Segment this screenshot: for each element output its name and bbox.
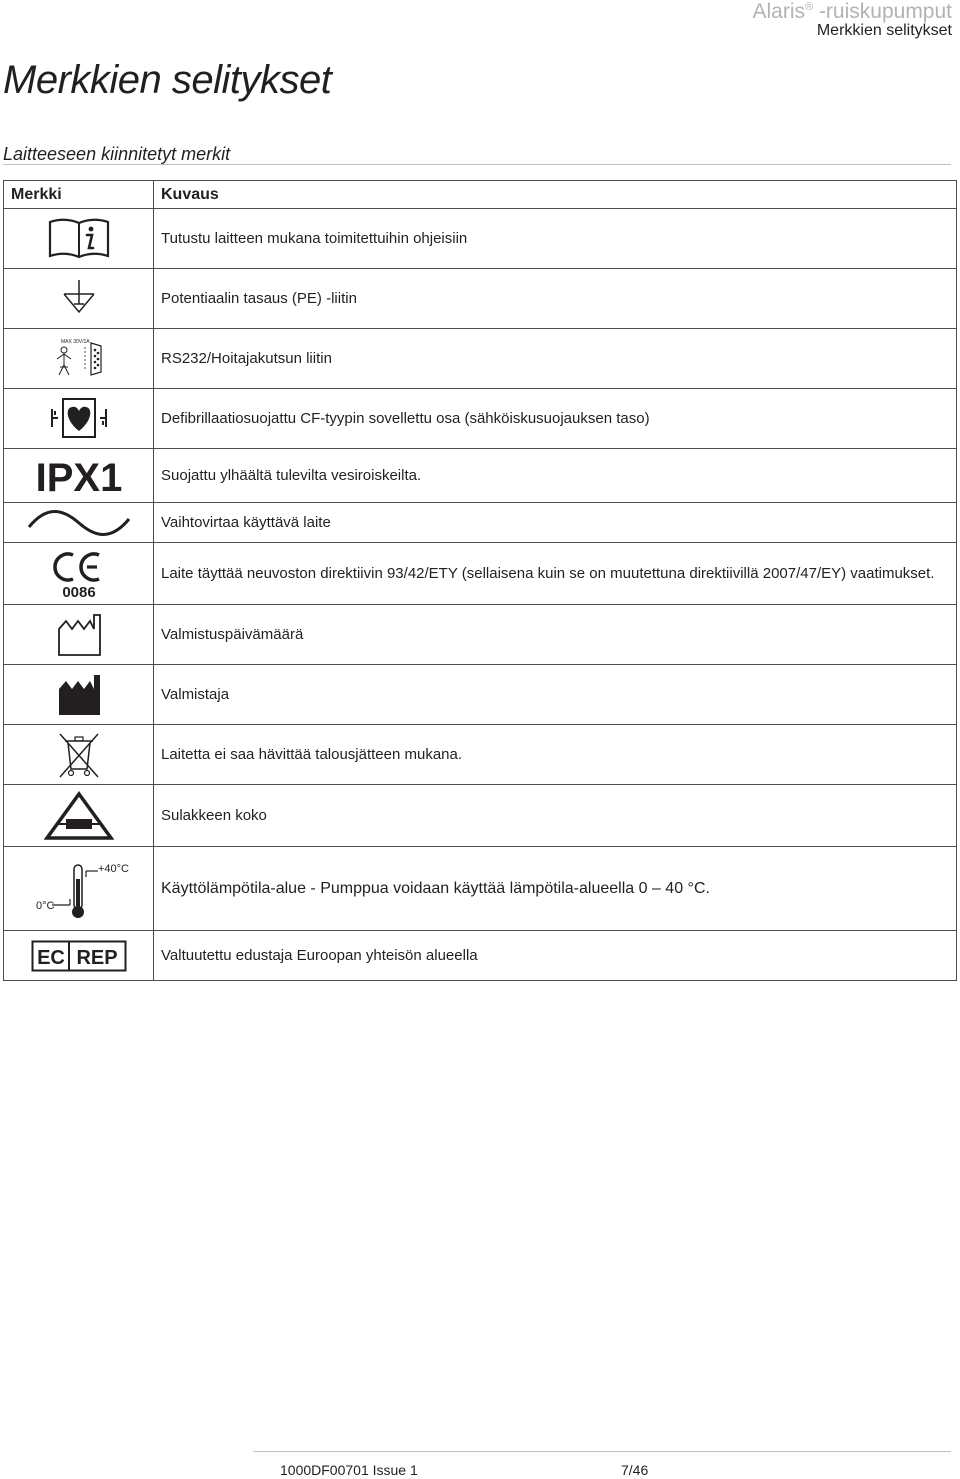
temperature-limit-icon: [14, 857, 144, 921]
symbol-legend-table: [3, 180, 957, 981]
description-cell: Tutustu laitteen mukana toimitettuihin ohjeisiin: [154, 209, 957, 269]
table-row: [4, 449, 957, 503]
table-row: [4, 605, 957, 665]
footer-document-id: 1000DF00701 Issue 1: [280, 1462, 418, 1478]
symbol-cell: [4, 785, 154, 847]
weee-bin-icon: [57, 731, 101, 779]
table-row: [4, 329, 957, 389]
temperature-high-label: +40°C: [97, 862, 129, 875]
ec-rep-icon: [31, 940, 127, 972]
temperature-low-label: 0°C: [35, 899, 54, 912]
footer-divider: [253, 1451, 951, 1452]
table-row: [4, 665, 957, 725]
page-title: Merkkien selitykset: [3, 58, 332, 102]
description-cell: Laite täyttää neuvoston direktiivin 93/42/ETY (sellaisena kuin se on muutettuna direktiivillä 2007/47/EY) vaatimukset.: [154, 543, 957, 605]
ce-mark-icon: [47, 549, 111, 599]
table-header-row: [4, 181, 957, 209]
fuse-icon: [44, 791, 114, 841]
equipotential-icon: [62, 280, 96, 318]
symbol-cell: [4, 329, 154, 389]
symbol-cell: [4, 503, 154, 543]
info-book-icon: [47, 217, 111, 261]
description-cell: Laitetta ei saa hävittää talousjätteen mukana.: [154, 725, 957, 785]
header-subtitle: Merkkien selitykset: [816, 22, 952, 39]
rs232-nurse-call-icon: [51, 337, 107, 381]
table-row: [4, 931, 957, 981]
description-cell: Käyttölämpötila-alue - Pumppua voidaan käyttää lämpötila-alueella 0 – 40 °C.: [154, 847, 957, 931]
table-row: [4, 209, 957, 269]
description-cell: Valmistaja: [154, 665, 957, 725]
table-row: [4, 389, 957, 449]
symbol-cell: [4, 605, 154, 665]
table-row: [4, 503, 957, 543]
header-brand: Alaris® -ruiskupumput: [752, 0, 952, 23]
description-cell: Potentiaalin tasaus (PE) -liitin: [154, 269, 957, 329]
symbol-cell: [4, 543, 154, 605]
symbol-cell: [4, 931, 154, 981]
rs232-icon-label: MAX 30V/1A: [60, 338, 90, 345]
description-cell: Valmistuspäivämäärä: [154, 605, 957, 665]
table-row: [4, 725, 957, 785]
symbol-cell: [4, 665, 154, 725]
description-cell: Vaihtovirtaa käyttävä laite: [154, 503, 957, 543]
symbol-cell: [4, 725, 154, 785]
description-cell: Defibrillaatiosuojattu CF-tyypin sovellettu osa (sähköiskusuojauksen taso): [154, 389, 957, 449]
description-cell: Sulakkeen koko: [154, 785, 957, 847]
ipx1-icon-text: IPX1: [35, 455, 122, 498]
symbol-cell: [4, 449, 154, 503]
table-row: [4, 785, 957, 847]
defibrillation-cf-icon: [46, 397, 112, 441]
table-row: [4, 847, 957, 931]
table-row: [4, 269, 957, 329]
description-cell: Valtuutettu edustaja Euroopan yhteisön alueella: [154, 931, 957, 981]
symbol-cell: [4, 847, 154, 931]
description-cell: Suojattu ylhäältä tulevilta vesiroiskeilta.: [154, 449, 957, 503]
symbol-cell: [4, 269, 154, 329]
ipx1-icon: [19, 454, 139, 498]
footer-page-number: 7/46: [621, 1462, 649, 1478]
section-divider: [3, 164, 951, 165]
column-header-description: Kuvaus: [154, 181, 957, 209]
section-title: Laitteeseen kiinnitetyt merkit: [3, 144, 231, 164]
alternating-current-icon: [27, 509, 131, 537]
column-header-symbol: Merkki: [4, 181, 154, 209]
symbol-cell: [4, 389, 154, 449]
rep-label: REP: [75, 946, 118, 969]
symbol-cell: [4, 209, 154, 269]
ec-label: EC: [36, 946, 65, 969]
manufacture-date-icon: [56, 613, 102, 657]
notified-body-number: 0086: [61, 583, 96, 599]
description-cell: RS232/Hoitajakutsun liitin: [154, 329, 957, 389]
manufacturer-icon: [56, 673, 102, 717]
table-row: [4, 543, 957, 605]
